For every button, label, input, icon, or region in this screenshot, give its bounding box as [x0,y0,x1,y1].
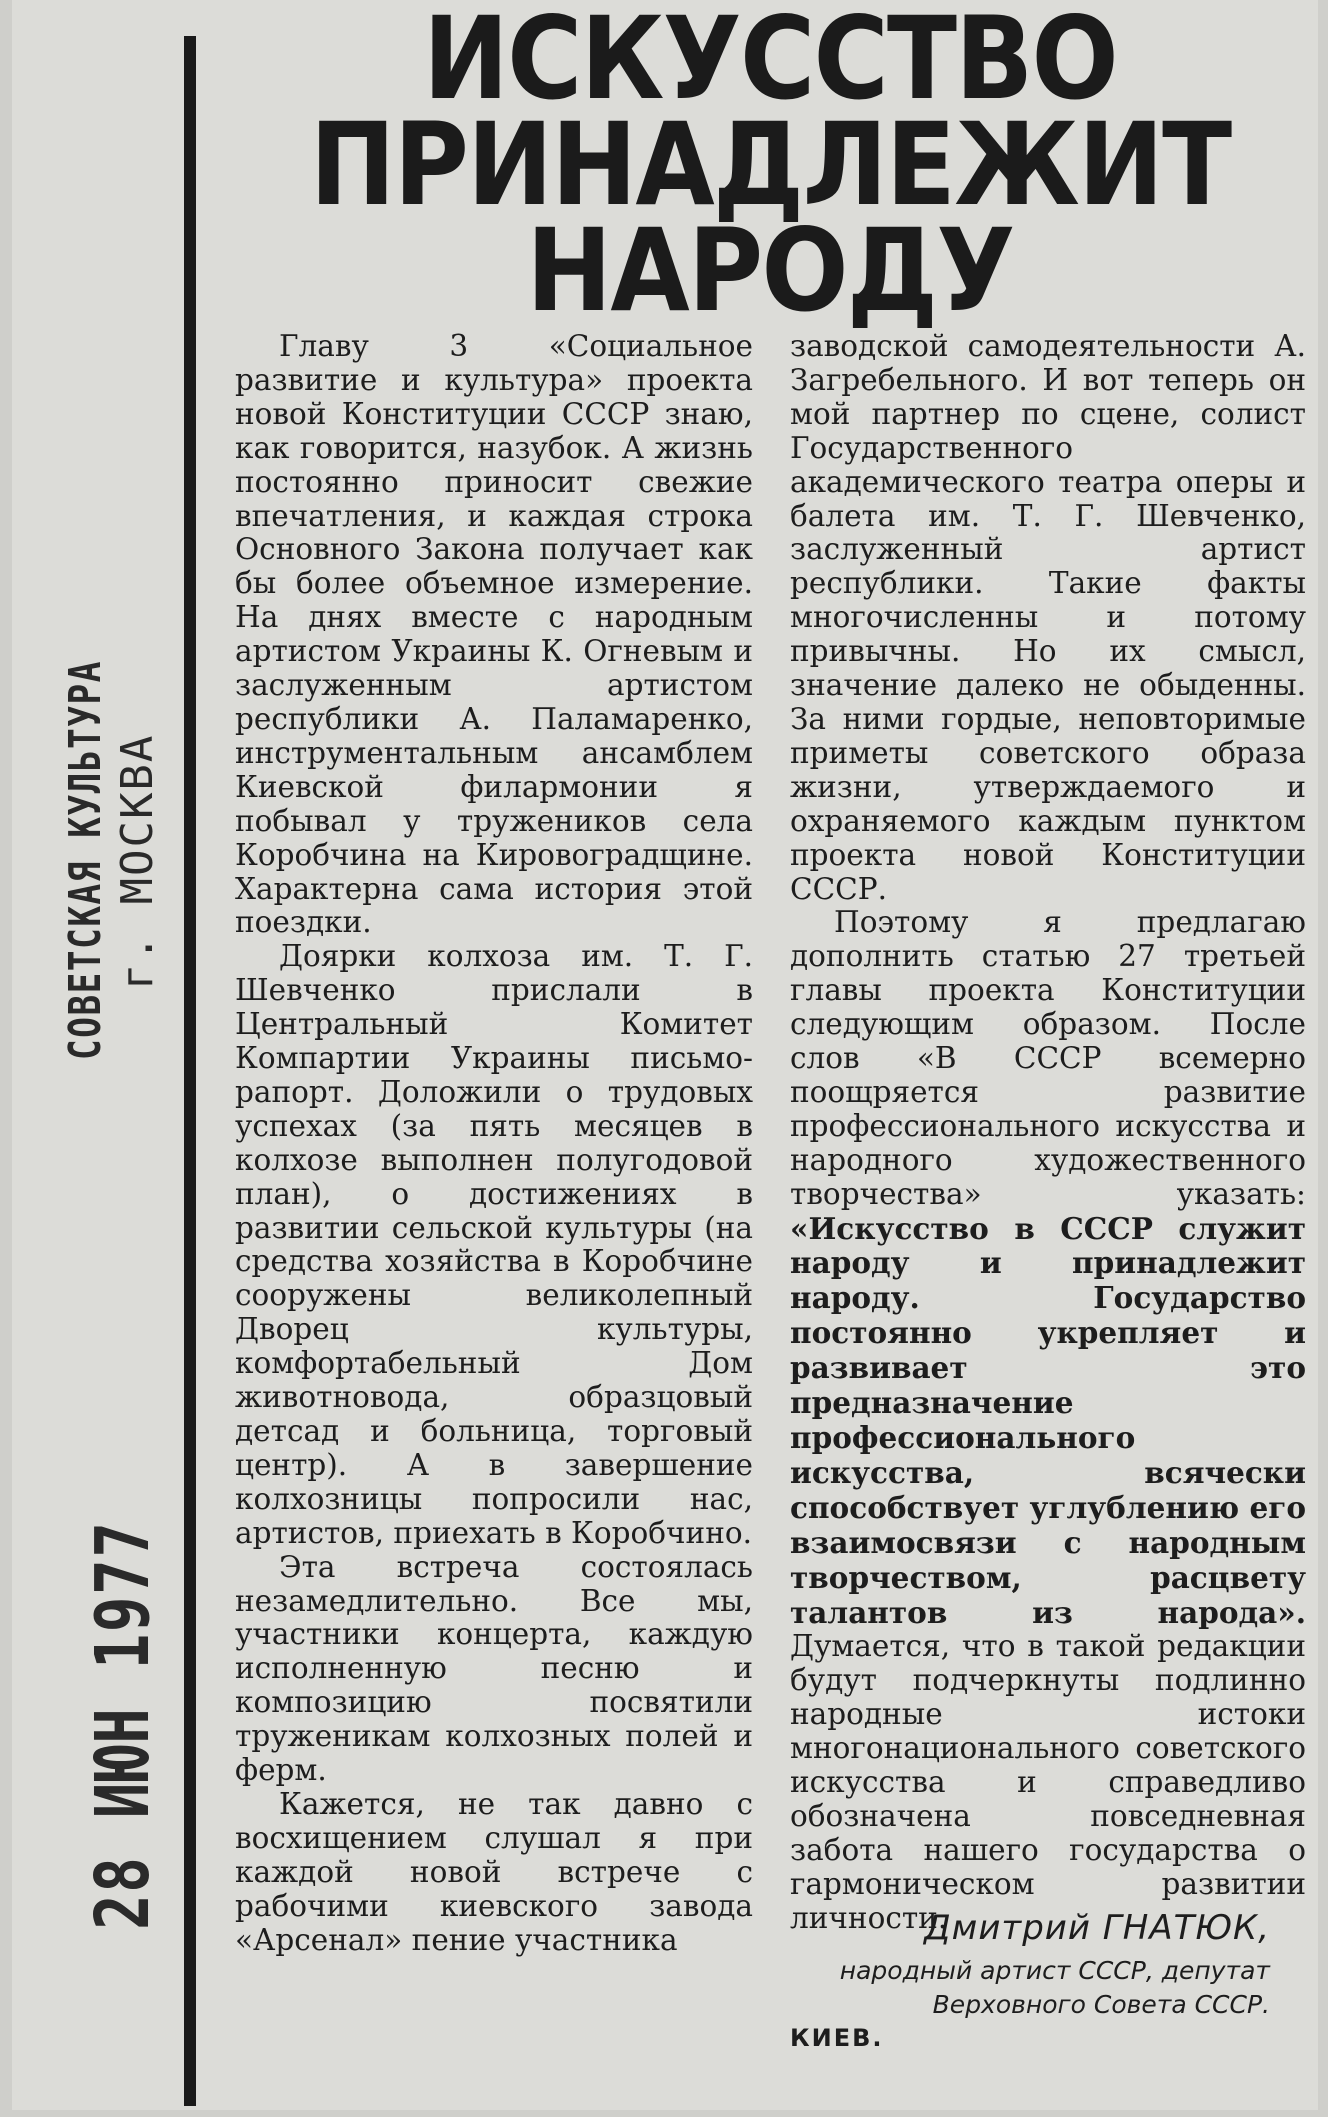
paragraph-continuation: заводской самодеятельности А. Загребельного. И вот теперь он мой партнер по сцене, солист Государственного академического театра оперы и балета им. Т. Г. Шевченко, заслуженный артист республики. Такие факты многочисленны и потому привычны. Но их смысл, значение далеко не обыденны. За ними гордые, неповторимые приметы советского образа жизни, утверждаемого и охраняемого каждым пунктом проекта новой Конституции СССР. [790,329,1306,906]
author-city: КИЕВ. [790,2024,884,2052]
proposal-intro: Поэтому я предлагаю дополнить статью 27 третьей главы проекта Конституции следующим образом. После слов «В СССР всемерно поощряется развитие профессионального искусства и народного художественного творчества» указать: [790,905,1306,1211]
right-column [790,330,1306,1936]
headline-line: НАРОДУ [526,204,1014,337]
paragraph: Эта встреча состоялась незамедлительно. Все мы, участники концерта, каждую исполненную песню и композицию посвятили труженикам колхозных полей и ферм. [235,1549,753,1788]
headline-line: ПРИНАДЛЕЖИТ [309,98,1231,231]
proposal-text: «Искусство в СССР служит народу и принадлежит народу. Государство постоянно укрепляет и развивает это предназначение профессионального искусства, всячески способствует углублению его взаимосвязи с народным творчеством, расцвету талантов из народа». [790,1210,1306,1630]
paragraph: Главу 3 «Социальное развитие и культура» проекта новой Конституции СССР знаю, как говорится, назубок. А жизнь постоянно приносит свежие впечатления, и каждая строка Основного Закона получает как бы более объемное измерение. На днях вместе с народным артистом Украины К. Огневым и заслуженным артистом республики А. Паламаренко, инструментальным ансамблем Киевской филармонии я побывал у тружеников села Коробчина на Кировоградщине. Характерна сама история этой поездки. [235,329,753,940]
author-name: Дмитрий ГНАТЮК, [924,1908,1270,1948]
city-stamp: г. МОСКВА [112,733,163,990]
signature-block [790,1908,1270,2052]
paragraph: Доярки колхоза им. Т. Г. Шевченко прислали в Центральный Комитет Компартии Украины письмо-рапорт. Доложили о трудовых успехах (за пять месяцев в колхозе выполнен полугодовой план), о достижениях в развитии сельской культуры (на средства хозяйства в Коробчине сооружены великолепный Дворец культуры, комфортабельный Дом животновода, образцовый детсад и больница, торговый центр). А в завершение колхозницы попросили нас, артистов, приехать в Коробчино. [235,939,753,1550]
proposal-outro: Думается, что в такой редакции будут подчеркнуты подлинно народные истоки многонационального советского искусства и справедливо обозначена повседневная забота нашего государства о гармоническом развитии личности. [790,1629,1306,1935]
newspaper-name-stamp: СОВЕТСКАЯ КУЛЬТУРА [60,659,111,1060]
paragraph: Кажется, не так давно с восхищением слушал я при каждой новой встрече с рабочими киевского завода «Арсенал» пение участника [235,1786,753,1957]
date-stamp: 28 ИЮН 1977 [80,1520,166,1930]
proposal-paragraph [790,906,1306,1935]
left-column [235,330,753,1958]
article-headline [307,0,1234,337]
author-title: народный артист СССР, депутат Верховного Совета СССР. [839,1956,1270,2019]
vertical-rule [184,36,196,2106]
headline-line: ИСКУССТВО [423,0,1117,125]
